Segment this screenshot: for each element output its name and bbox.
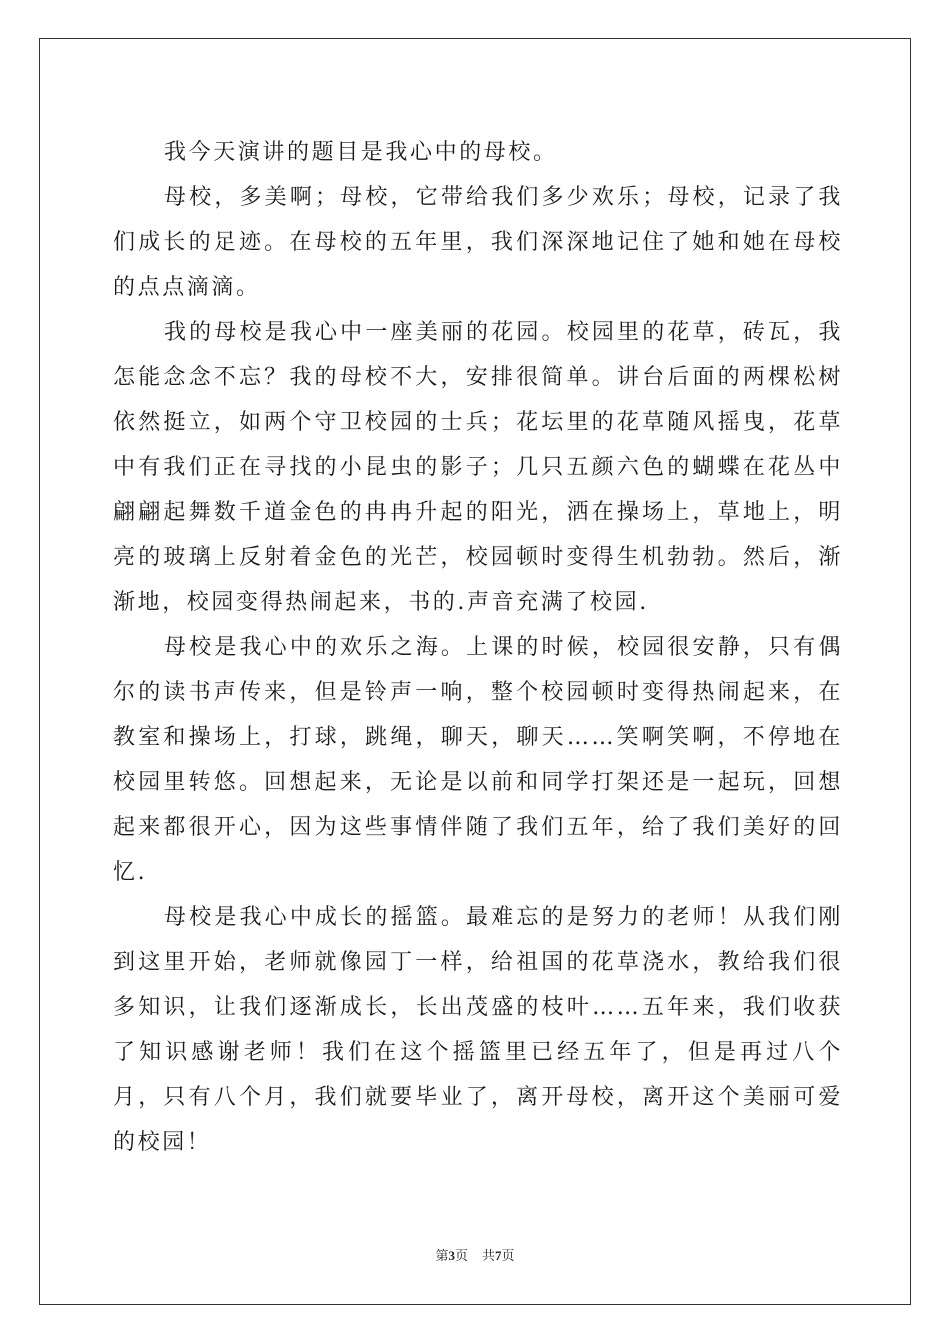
total-suffix: 页 — [501, 1248, 515, 1263]
document-body — [113, 130, 843, 1165]
paragraph-4: 母校是我心中的欢乐之海。上课的时候，校园很安静，只有偶尔的读书声传来，但是铃声一响，整个校园顿时变得热闹起来，在教室和操场上，打球，跳绳，聊天，聊天……笑啊笑啊，不停地在校园里转悠。回想起来，无论是以前和同学打架还是一起玩，回想起来都很开心，因为这些事情伴随了我们五年，给了我们美好的回忆. — [113, 635, 843, 885]
paragraph-3: 我的母校是我心中一座美丽的花园。校园里的花草，砖瓦，我怎能念念不忘？我的母校不大，安排很简单。讲台后面的两棵松树依然挺立，如两个守卫校园的士兵；花坛里的花草随风摇曳，花草中有我们正在寻找的小昆虫的影子；几只五颜六色的蝴蝶在花丛中翩翩起舞数千道金色的冉冉升起的阳光，洒在操场上，草地上，明亮的玻璃上反射着金色的光芒，校园顿时变得生机勃勃。然后，渐渐地，校园变得热闹起来，书的.声音充满了校园. — [113, 320, 843, 615]
total-pages — [482, 1248, 515, 1263]
paragraph-2: 母校，多美啊；母校，它带给我们多少欢乐；母校，记录了我们成长的足迹。在母校的五年里，我们深深地记住了她和她在母校的点点滴滴。 — [113, 185, 843, 300]
page-number — [435, 1248, 468, 1263]
page-suffix: 页 — [454, 1248, 468, 1263]
page-prefix: 第 — [435, 1248, 449, 1263]
total-prefix: 共 — [482, 1248, 496, 1263]
paragraph-5: 母校是我心中成长的摇篮。最难忘的是努力的老师！从我们刚到这里开始，老师就像园丁一样，给祖国的花草浇水，教给我们很多知识，让我们逐渐成长，长出茂盛的枝叶……五年来，我们收获了知识感谢老师！我们在这个摇篮里已经五年了，但是再过八个月，只有八个月，我们就要毕业了，离开母校，离开这个美丽可爱的校园！ — [113, 905, 843, 1155]
page-footer — [0, 1247, 950, 1265]
paragraph-1: 我今天演讲的题目是我心中的母校。 — [164, 140, 558, 165]
current-page-number: 3 — [448, 1248, 455, 1263]
total-page-number: 7 — [495, 1248, 502, 1263]
